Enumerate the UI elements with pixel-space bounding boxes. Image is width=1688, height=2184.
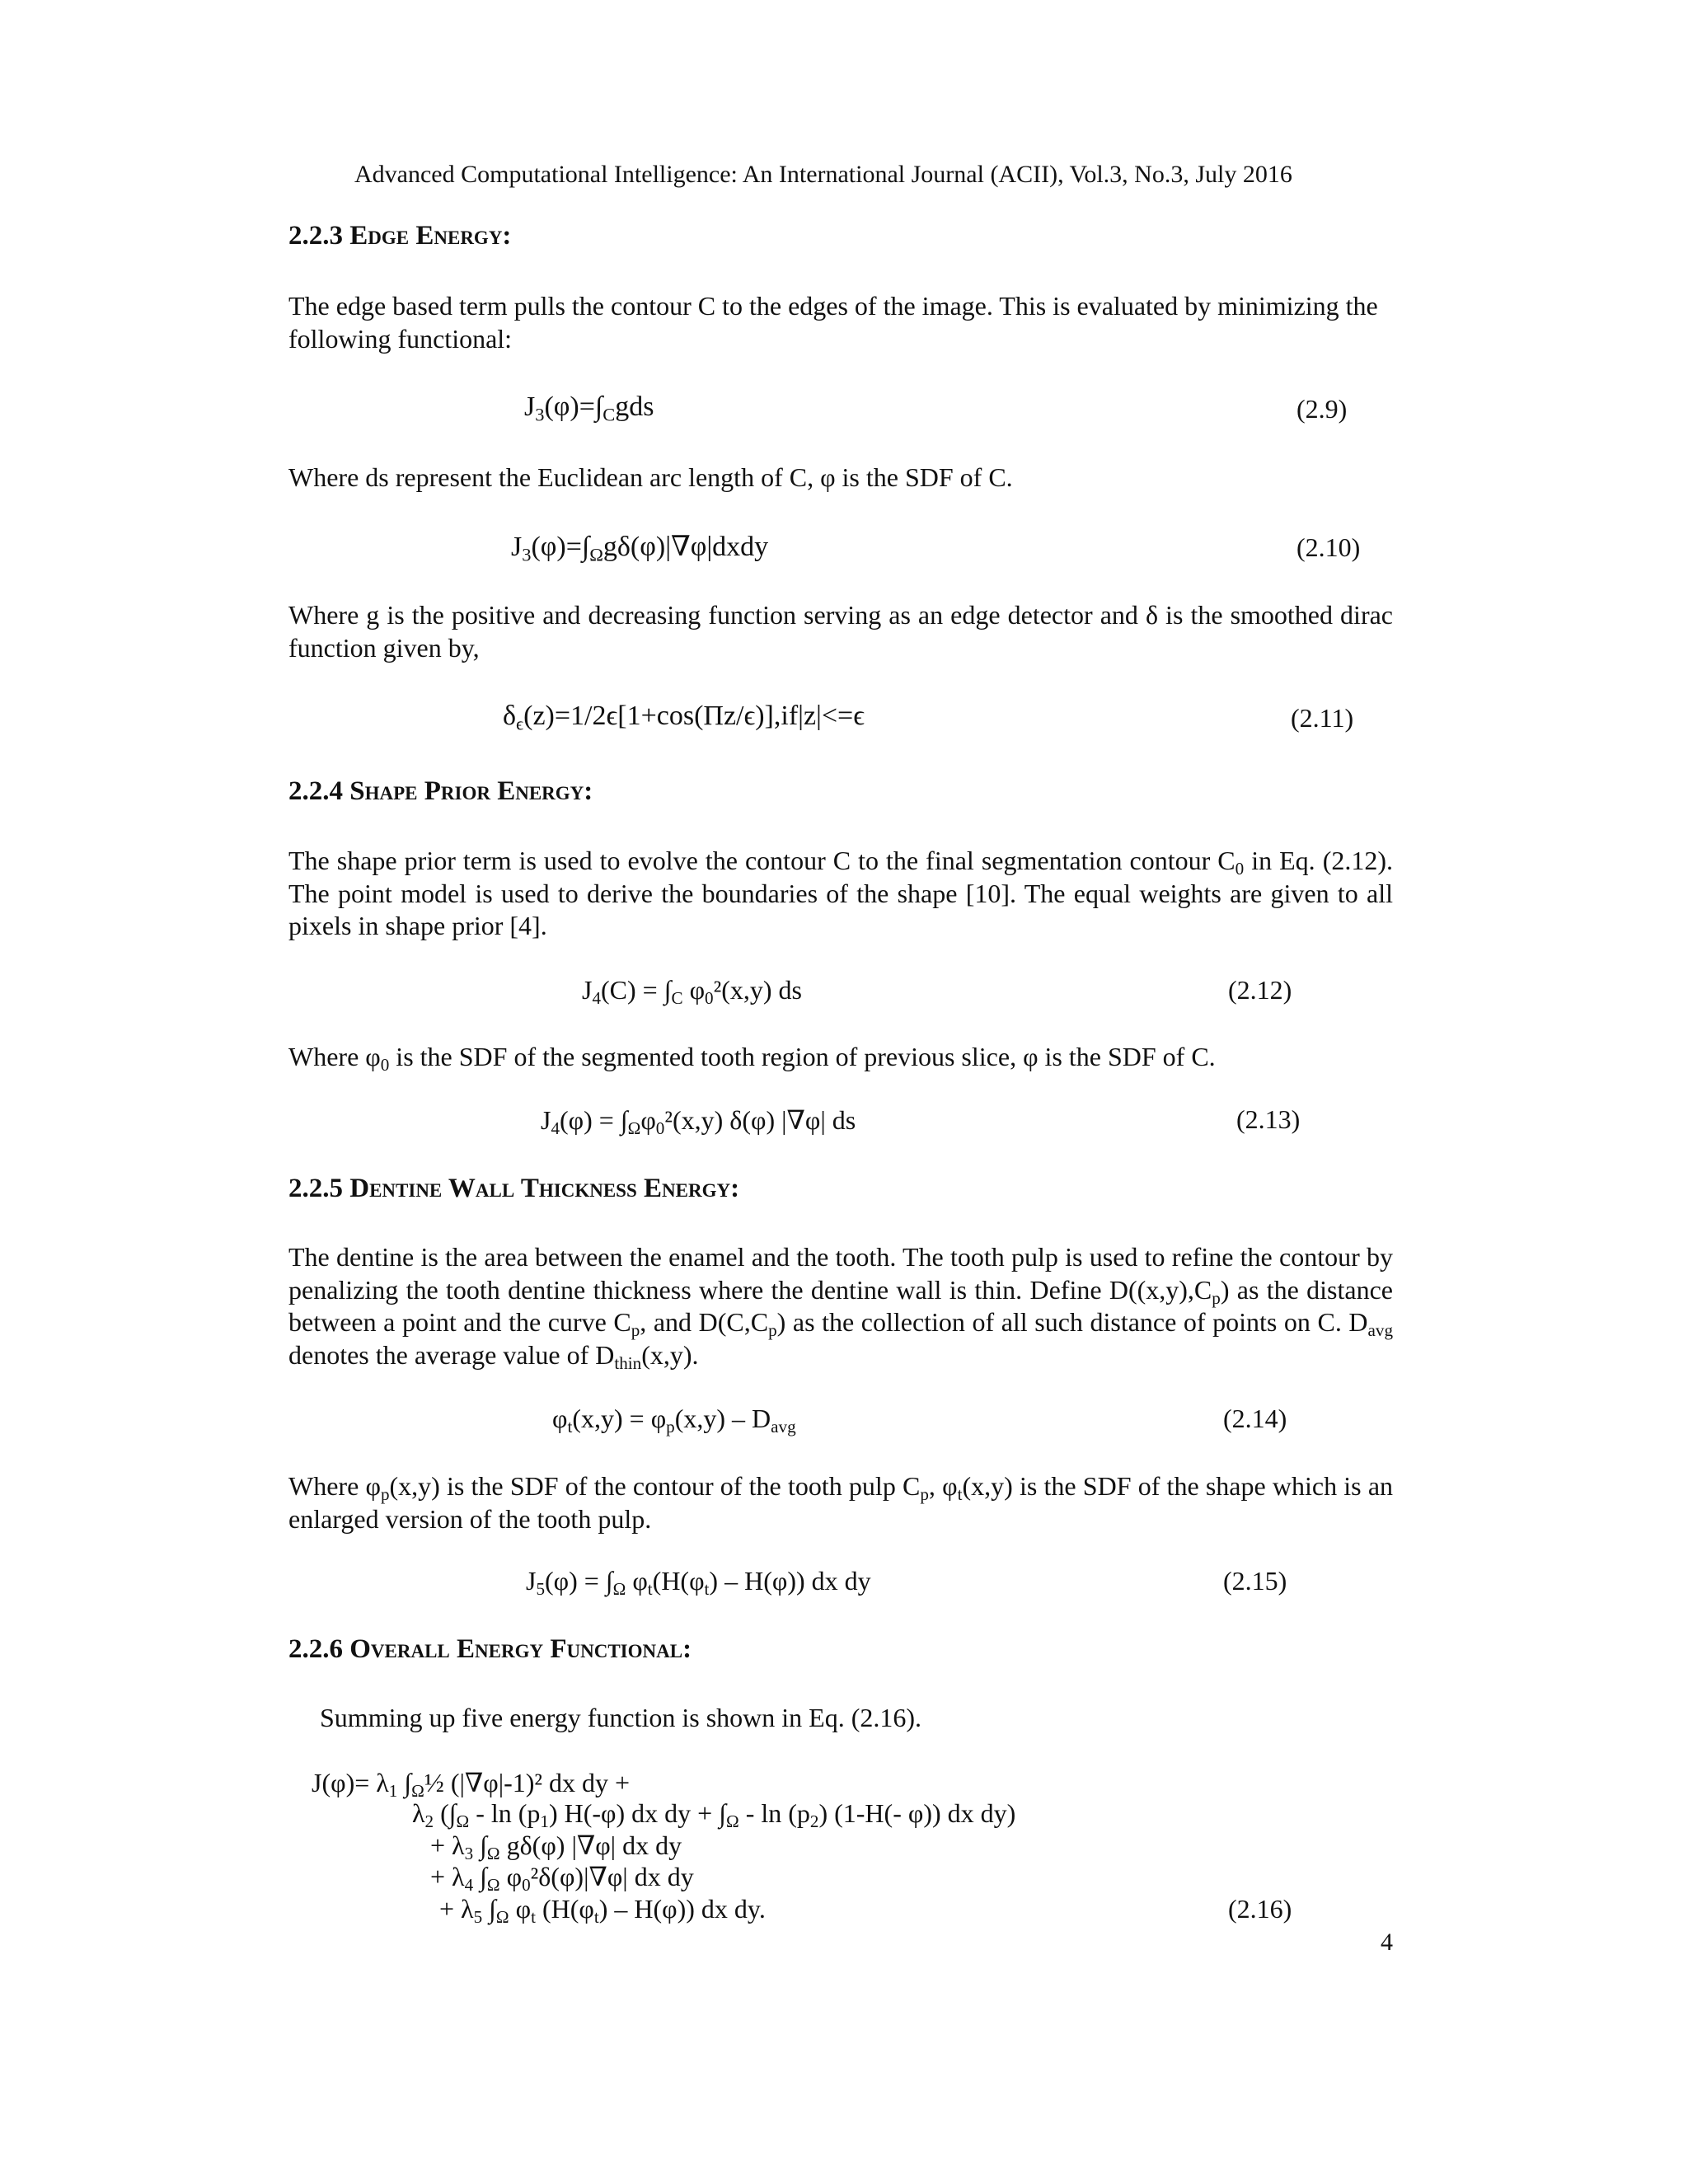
paragraph-dentine: The dentine is the area between the enamel and the tooth. The tooth pulp is used to refine the contour by penalizing the tooth dentine thickness where the dentine wall is thin. Define $D((x,y),C_p)$ as the distance between a point and the curve $C_p$, and $D(C,C_p)$ as the collection of all such distance of points on C. $D_{avg}$ denotes the average value of $D_{thin}(x,y)$. (288, 1242, 1394, 1373)
equation-2-12: $J_4(C) = \int_C$ $\varphi_0^2(x,y)$ ds (582, 975, 802, 1008)
section-heading-2-2-6: 2.2.6 Overall Energy Functional: (288, 1634, 692, 1664)
equation-number-2-16: (2.16) (1228, 1894, 1292, 1924)
equation-2-14: $\varphi_t(x,y) = \varphi_p(x,y) - D_{avg}$ (552, 1404, 796, 1436)
equation-2-16-line-3: + $\lambda_3$ $\int_\Omega$ gδ(φ) |∇φ| dx dy (430, 1830, 682, 1863)
page-number: 4 (1381, 1929, 1393, 1956)
equation-2-10: $J_3(\varphi)=\int_\Omega g\delta(\varphi)|\nabla\varphi|dxdy$ (511, 532, 769, 565)
paragraph-g-definition: Where g is the positive and decreasing function serving as an edge detector and δ is the smoothed dirac function given by, (288, 600, 1393, 663)
equation-number-2-11: (2.11) (1291, 703, 1354, 733)
paragraph-edge-intro: The edge based term pulls the contour C to the edges of the image. This is evaluated by minimizing the following functional: (288, 291, 1378, 354)
section-heading-2-2-3: 2.2.3 Edge Energy: (288, 221, 512, 251)
equation-number-2-15: (2.15) (1223, 1566, 1287, 1596)
equation-2-16-line-5: + $\lambda_5$ $\int_\Omega$ $\varphi_t$ $(H(\varphi_t) - H(\varphi))$ dx dy. (439, 1894, 766, 1927)
equation-2-9: $J_3(\varphi)=\int_Cgds$ (524, 391, 654, 425)
running-header: Advanced Computational Intelligence: An International Journal (ACII), Vol.3, No.3, July 2016 (354, 161, 1292, 188)
paragraph-shape-prior: The shape prior term is used to evolve the contour C to the final segmentation contour $C_0$ in Eq. (2.12). The point model is used to derive the boundaries of the shape [10]. The equal weights are given to all pixels in shape prior [4]. (288, 846, 1394, 940)
paragraph-overall-intro: Summing up five energy function is shown in Eq. (2.16). (320, 1703, 921, 1732)
paragraph-phi0-definition: Where $\varphi_0$ is the SDF of the segmented tooth region of previous slice, φ is the SDF of C. (288, 1042, 1216, 1075)
equation-number-2-13: (2.13) (1236, 1104, 1301, 1134)
section-heading-2-2-4: 2.2.4 Shape Prior Energy: (288, 776, 593, 806)
equation-2-11: $\delta_\epsilon(z)=1/2\epsilon[1+\cos(\Pi z/\epsilon)],if|z|<=\epsilon$ (503, 701, 865, 734)
section-heading-2-2-5: 2.2.5 Dentine Wall Thickness Energy: (288, 1174, 740, 1203)
equation-number-2-10: (2.10) (1296, 532, 1361, 562)
equation-number-2-14: (2.14) (1223, 1404, 1287, 1433)
equation-number-2-12: (2.12) (1228, 975, 1292, 1005)
equation-2-16-line-1: $J(\varphi)= \lambda_1$ $\int_\Omega\frac{1}{2}$ (|∇φ|-1)² dx dy + (312, 1768, 631, 1801)
paragraph-ds-definition: Where ds represent the Euclidean arc length of C, φ is the SDF of C. (288, 462, 1013, 492)
equation-2-16-line-4: + $\lambda_4$ $\int_\Omega$ $\varphi_0^2\delta(\varphi)|\nabla\varphi|$ dx dy (430, 1862, 694, 1895)
equation-2-16-line-2: $\lambda_2$ ($\int_\Omega$ - $\ln (p_1)$ H(-φ) dx dy + $\int_\Omega$ - $\ln (p_2)$ (1-H(- φ)) dx dy) (412, 1798, 1016, 1831)
paragraph-phip-definition: Where $\varphi_p(x,y)$ is the SDF of the contour of the tooth pulp $C_p$, $\varphi_t(x,y)$ is the SDF of the shape which is an enlarged version of the tooth pulp. (288, 1471, 1394, 1534)
equation-number-2-9: (2.9) (1296, 394, 1348, 424)
equation-2-15: $J_5(\varphi) = \int_\Omega$ $\varphi_t(H(\varphi_t) - H(\varphi))$ dx dy (526, 1566, 871, 1599)
equation-2-13: $J_4(\varphi) = \int_\Omega\varphi_0^2(x,y)$ δ(φ) |∇φ| ds (541, 1105, 856, 1138)
